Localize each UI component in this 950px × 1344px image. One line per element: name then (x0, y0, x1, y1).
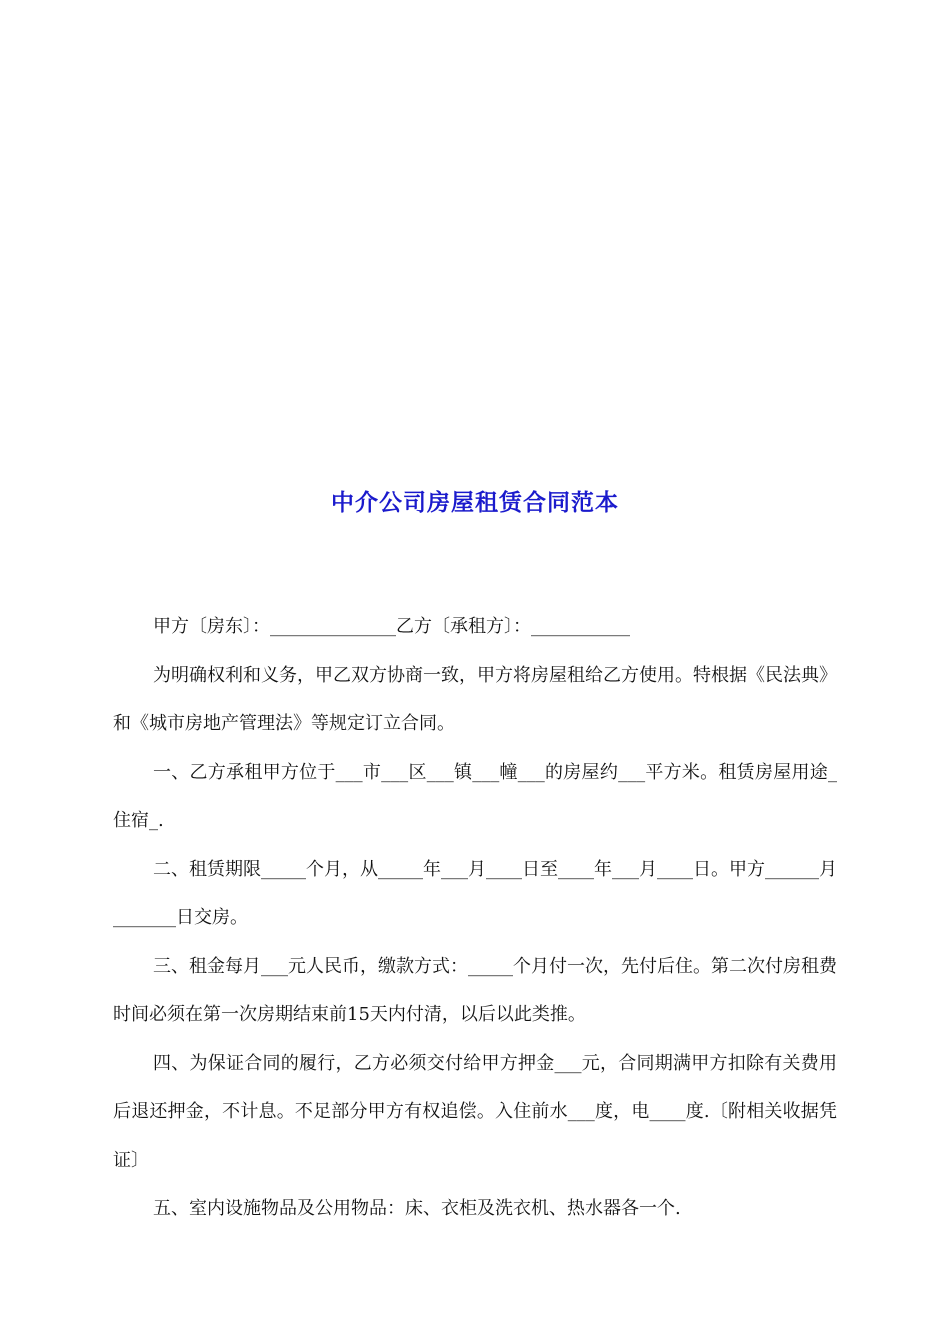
clause-2-term: 二、租赁期限_____个月，从_____年___月____日至____年___月____日。甲方______月_______日交房。 (113, 858, 837, 928)
clause-5-facilities: 五、室内设施物品及公用物品：床、衣柜及洗衣机、热水器各一个. (153, 1198, 681, 1219)
clause-4-deposit: 四、为保证合同的履行，乙方必须交付给甲方押金___元，合同期满甲方扣除有关费用后退还押金，不计息。不足部分甲方有权追偿。入住前水___度，电____度.〔附相关收据凭证〕 (113, 1052, 837, 1171)
clause-1-property: 一、乙方承租甲方位于___市___区___镇___幢___的房屋约___平方米。租赁房屋用途_住宿_. (113, 761, 837, 831)
clause-3-rent: 三、租金每月___元人民币，缴款方式：_____个月付一次，先付后住。第二次付房租费时间必须在第一次房期结束前15天内付清，以后以此类推。 (113, 955, 837, 1025)
parties-line: 甲方〔房东〕：______________乙方〔承租方〕：___________ (153, 616, 630, 637)
document-body (113, 603, 837, 1234)
document-title: 中介公司房屋租赁合同范本 (331, 490, 619, 516)
preamble-paragraph: 为明确权利和义务，甲乙双方协商一致，甲方将房屋租给乙方使用。特根据《民法典》和《城市房地产管理法》等规定订立合同。 (113, 664, 837, 734)
